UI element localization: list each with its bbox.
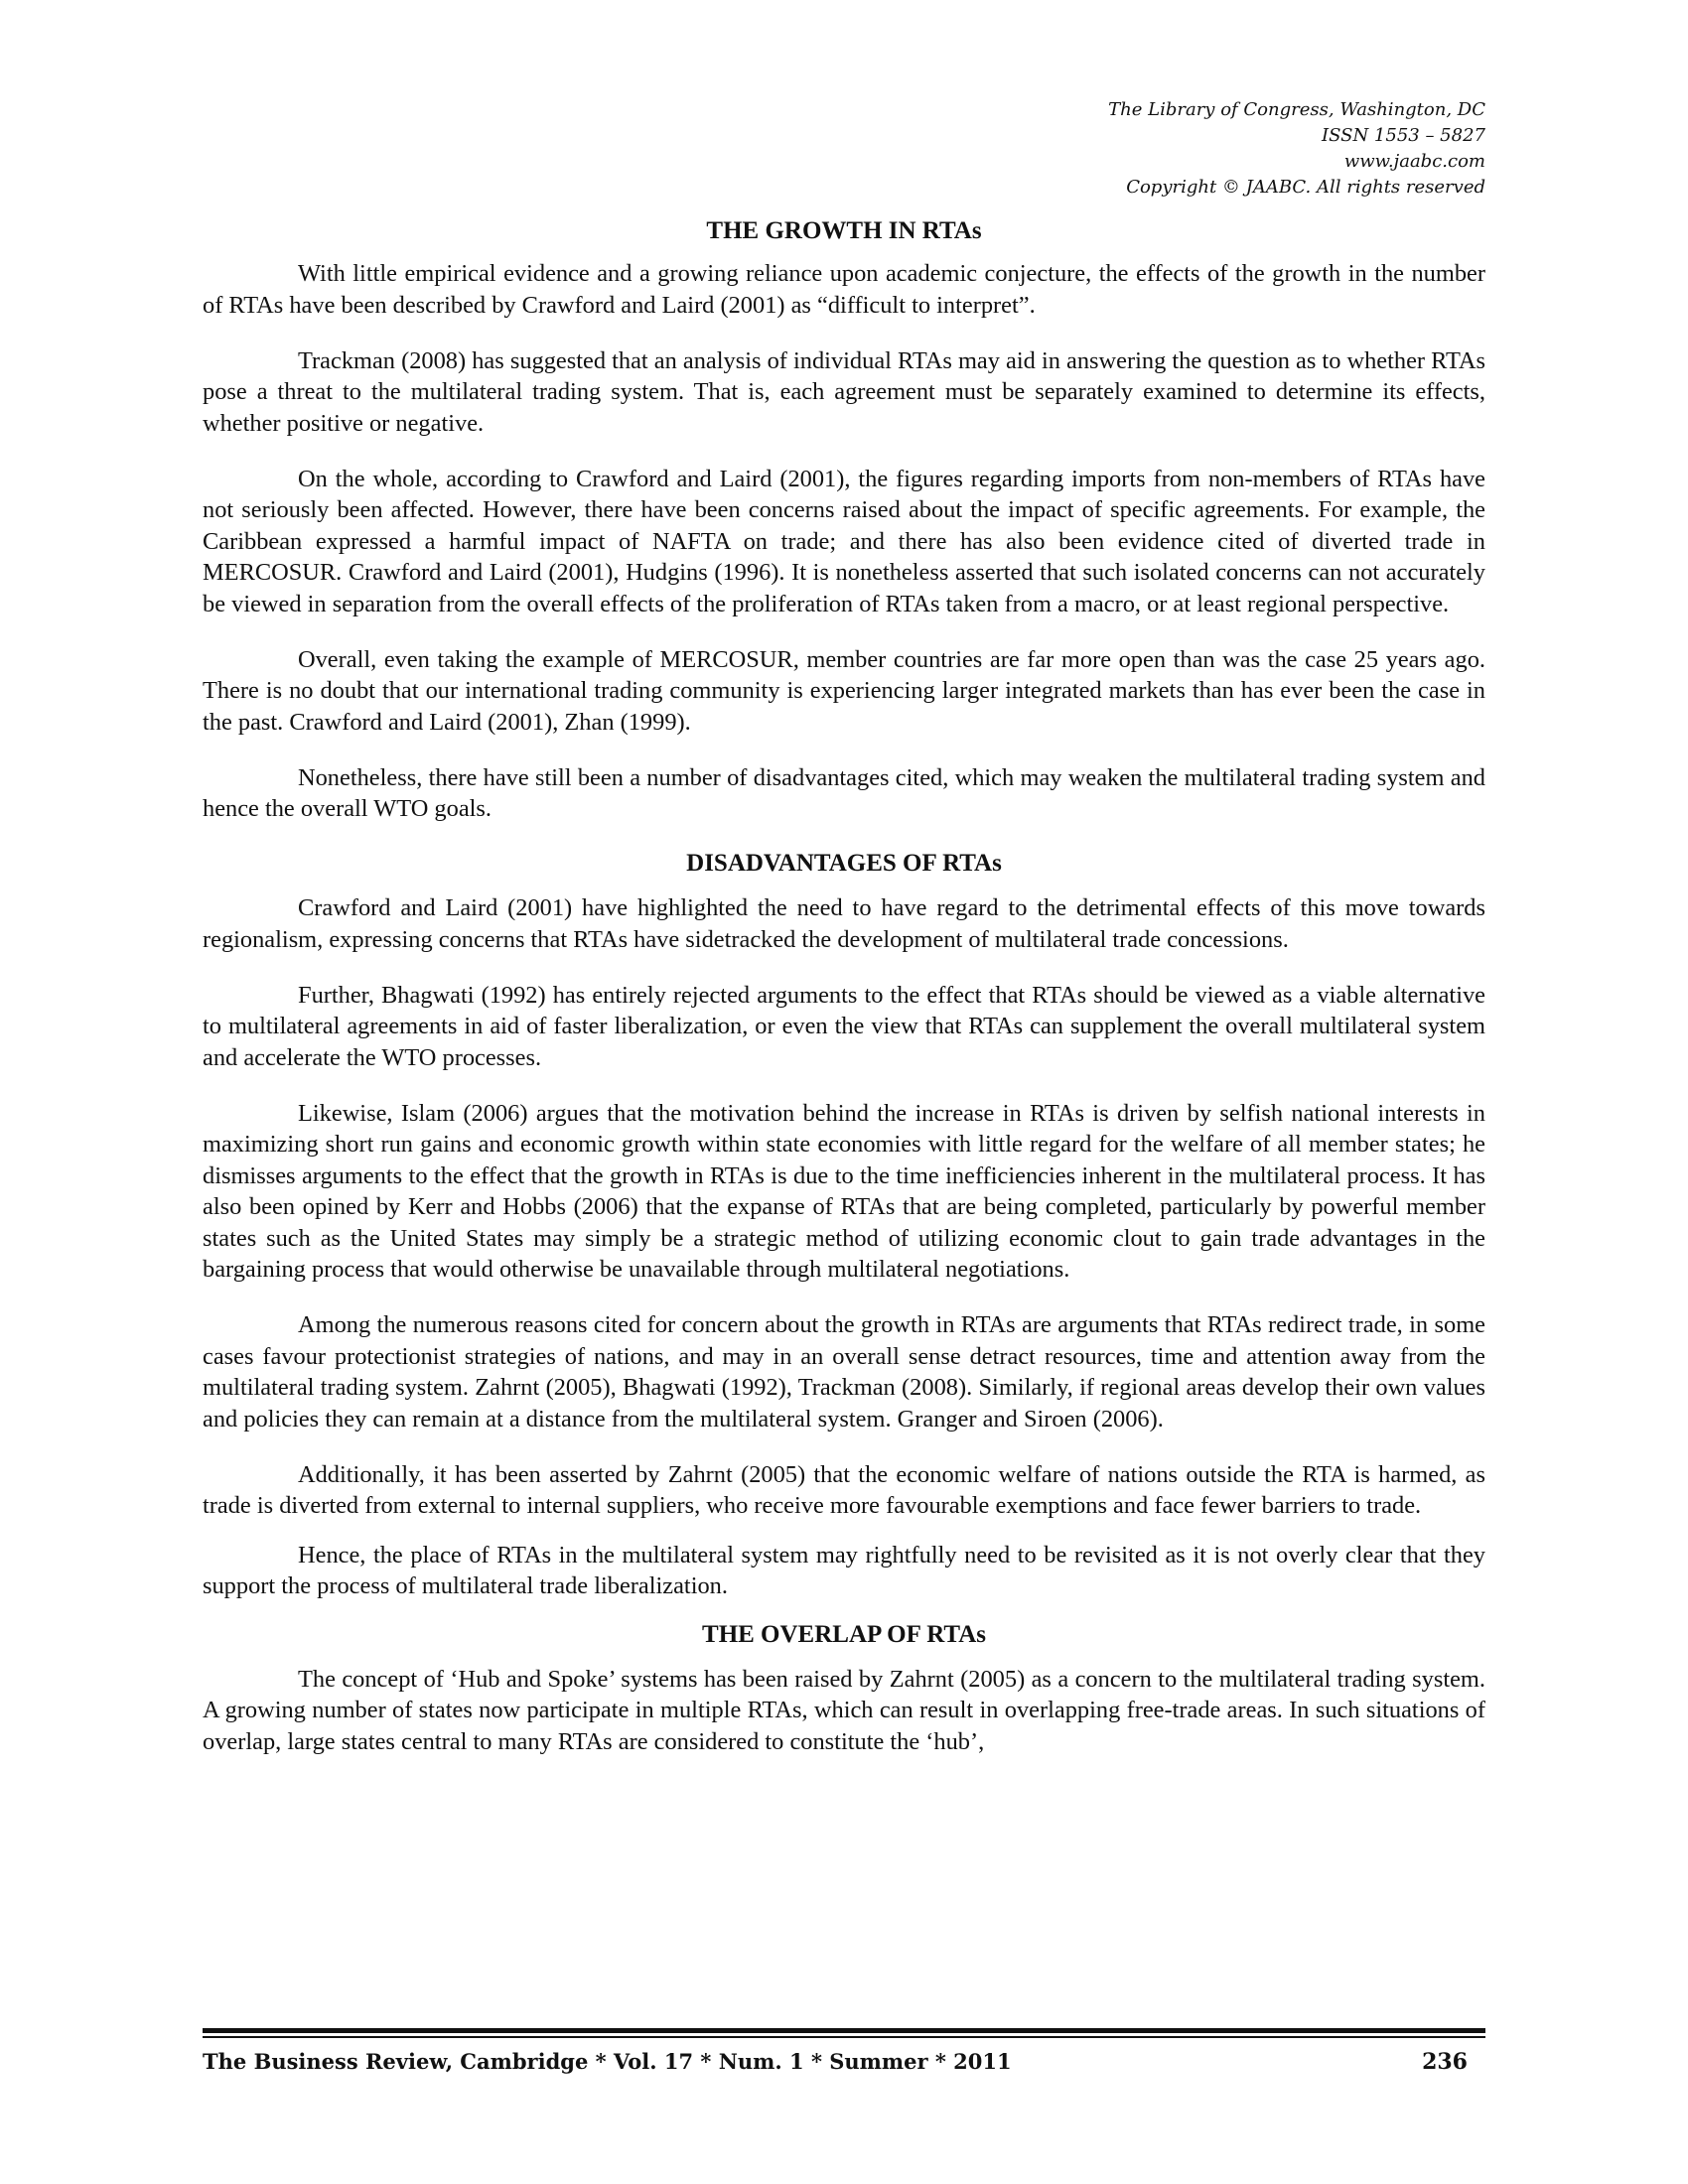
paragraph: Trackman (2008) has suggested that an analysis of individual RTAs may aid in answering the question as to whether RTAs pose a threat to the multilateral trading system. That is, each agreement must be separately examined to determine its effects, whether positive or negative. — [203, 346, 1485, 437]
header-website-line: www.jaabc.com — [1343, 151, 1485, 172]
paragraph: The concept of ‘Hub and Spoke’ systems has been raised by Zahrnt (2005) as a concern to the multilateral trading system. A growing number of states now participate in multiple RTAs, which can result in overlapping free-trade areas. In such situations of overlap, large states central to many RTAs are considered to constitute the ‘hub’, — [203, 1665, 1485, 1755]
header-issn-line: ISSN 1553 – 5827 — [1322, 125, 1485, 146]
header-library-line: The Library of Congress, Washington, DC — [1108, 99, 1485, 120]
paragraph: With little empirical evidence and a growing reliance upon academic conjecture, the effects of the growth in the number of RTAs have been described by Crawford and Laird (2001) as “difficult to interpret”. — [203, 260, 1485, 319]
paragraph: Likewise, Islam (2006) argues that the motivation behind the increase in RTAs is driven by selfish national interests in maximizing short run gains and economic growth within state economies with little regard for the welfare of all member states; he dismisses arguments to the effect that the growth in RTAs is due to the time inefficiencies inherent in the multilateral process. It has also been opined by Kerr and Hobbs (2006) that the expanse of RTAs that are being completed, particularly by powerful member states such as the United States may simply be a strategic method of utilizing economic clout to gain trade advantages in the bargaining process that would otherwise be unavailable through multilateral negotiations. — [203, 1099, 1485, 1283]
section-heading-disadvantages: DISADVANTAGES OF RTAs — [686, 850, 1002, 877]
header-copyright-line: Copyright © JAABC. All rights reserved — [1126, 177, 1485, 198]
paragraph: On the whole, according to Crawford and Laird (2001), the figures regarding imports from non-members of RTAs have not seriously been affected. However, there have been concerns raised about the impact of specific agreements. For example, the Caribbean expressed a harmful impact of NAFTA on trade; and there has also been evidence cited of diverted trade in MERCOSUR. Crawford and Laird (2001), Hudgins (1996). It is nonetheless asserted that such isolated concerns can not accurately be viewed in separation from the overall effects of the proliferation of RTAs taken from a macro, or at least regional perspective. — [203, 465, 1485, 617]
paragraph: Additionally, it has been asserted by Zahrnt (2005) that the economic welfare of nations outside the RTA is harmed, as trade is diverted from external to internal suppliers, who receive more favourable exemptions and face fewer barriers to trade. — [203, 1460, 1485, 1519]
page-number: 236 — [1422, 2049, 1468, 2075]
section-heading-overlap: THE OVERLAP OF RTAs — [702, 1620, 986, 1648]
section-heading-growth: THE GROWTH IN RTAs — [706, 217, 982, 244]
footer-rule-thick — [203, 2028, 1485, 2033]
article-body — [203, 216, 1485, 1782]
paragraph: Further, Bhagwati (1992) has entirely rejected arguments to the effect that RTAs should be viewed as a viable alternative to multilateral agreements in aid of faster liberalization, or even the view that RTAs can supplement the overall multilateral system and accelerate the WTO processes. — [203, 981, 1485, 1071]
footer-journal-citation: The Business Review, Cambridge * Vol. 17 * Num. 1 * Summer * 2011 — [203, 2049, 1012, 2074]
paragraph: Hence, the place of RTAs in the multilateral system may rightfully need to be revisited as it is not overly clear that they support the process of multilateral trade liberalization. — [203, 1541, 1485, 1599]
paragraph: Among the numerous reasons cited for concern about the growth in RTAs are arguments that RTAs redirect trade, in some cases favour protectionist strategies of nations, and may in an overall sense detract resources, time and attention away from the multilateral trading system. Zahrnt (2005), Bhagwati (1992), Trackman (2008). Similarly, if regional areas develop their own values and policies they can remain at a distance from the multilateral system. Granger and Siroen (2006). — [203, 1311, 1485, 1433]
page-header — [790, 97, 1485, 201]
paragraph: Crawford and Laird (2001) have highlighted the need to have regard to the detrimental effects of this move towards regionalism, expressing concerns that RTAs have sidetracked the development of multilateral trade concessions. — [203, 894, 1485, 953]
paragraph: Overall, even taking the example of MERCOSUR, member countries are far more open than was the case 25 years ago. There is no doubt that our international trading community is experiencing larger integrated markets than has ever been the case in the past. Crawford and Laird (2001), Zhan (1999). — [203, 645, 1485, 736]
footer-rule-thin — [203, 2036, 1485, 2038]
paragraph: Nonetheless, there have still been a number of disadvantages cited, which may weaken the multilateral trading system and hence the overall WTO goals. — [203, 763, 1485, 822]
